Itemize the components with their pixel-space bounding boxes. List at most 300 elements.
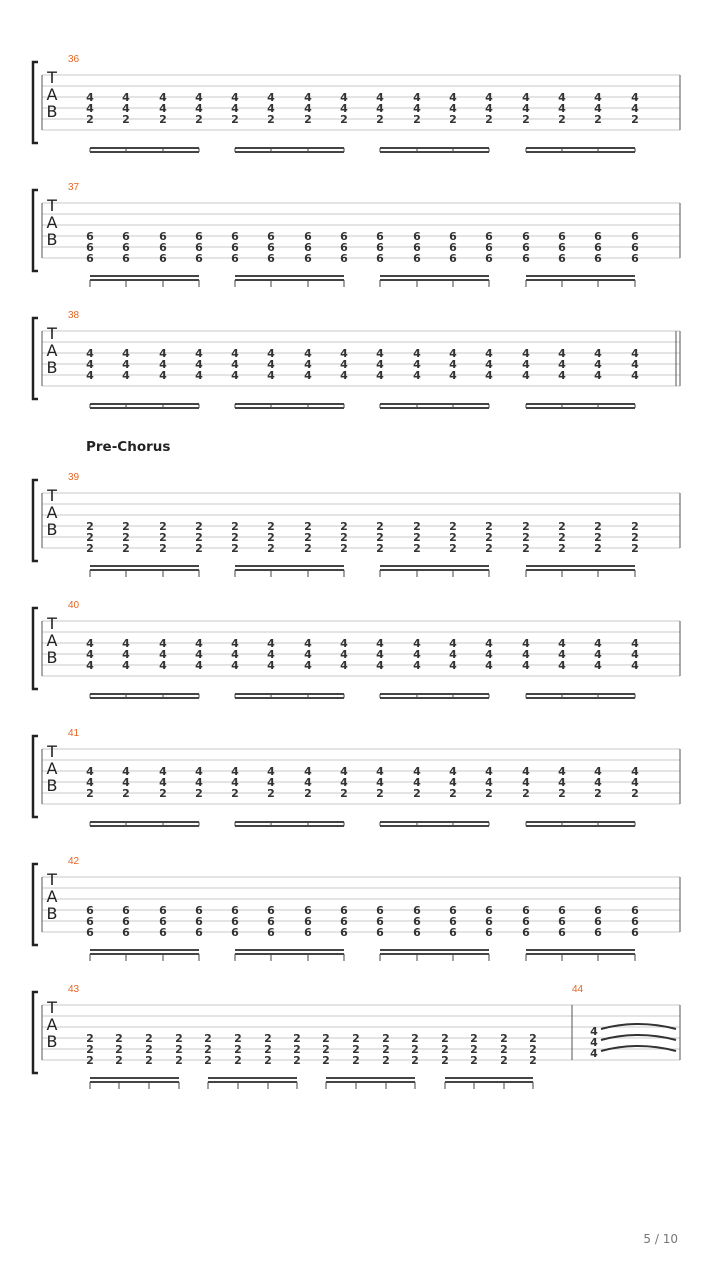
fret-number: 2 <box>376 520 384 533</box>
fret-number: 6 <box>340 926 348 939</box>
tab-clef-letter: T <box>47 870 57 889</box>
tab-clef-letter: A <box>46 759 58 778</box>
fret-number: 2 <box>376 113 384 126</box>
fret-number: 2 <box>558 520 566 533</box>
fret-number: 2 <box>267 520 275 533</box>
fret-number: 2 <box>529 1032 537 1045</box>
bar-number: 40 <box>68 600 80 611</box>
tab-clef-letter: A <box>46 1015 58 1034</box>
fret-number: 2 <box>195 531 203 544</box>
fret-number: 4 <box>86 648 94 661</box>
fret-number: 6 <box>159 230 167 243</box>
section-label: Pre-Chorus <box>86 439 171 455</box>
fret-number: 4 <box>485 91 493 104</box>
fret-number: 4 <box>631 369 639 382</box>
tab-system <box>33 984 680 1089</box>
system-bracket <box>33 190 38 271</box>
fret-number: 4 <box>122 358 130 371</box>
fret-number: 2 <box>449 542 457 555</box>
fret-number: 6 <box>304 904 312 917</box>
fret-number: 4 <box>195 776 203 789</box>
fret-number: 4 <box>86 369 94 382</box>
fret-number: 4 <box>594 637 602 650</box>
fret-number: 6 <box>304 241 312 254</box>
fret-number: 2 <box>631 531 639 544</box>
fret-number: 2 <box>231 113 239 126</box>
fret-number: 4 <box>485 347 493 360</box>
tab-clef-letter: B <box>46 648 58 667</box>
fret-number: 4 <box>231 91 239 104</box>
fret-number: 2 <box>411 1054 419 1067</box>
fret-number: 2 <box>470 1043 478 1056</box>
fret-number: 6 <box>558 252 566 265</box>
fret-number: 6 <box>558 230 566 243</box>
fret-number: 6 <box>86 904 94 917</box>
fret-number: 4 <box>590 1047 598 1060</box>
tab-clef-letter: B <box>46 904 58 923</box>
fret-number: 4 <box>413 369 421 382</box>
fret-number: 4 <box>558 347 566 360</box>
fret-number: 4 <box>340 102 348 115</box>
fret-number: 6 <box>195 241 203 254</box>
fret-number: 2 <box>195 520 203 533</box>
fret-number: 6 <box>485 904 493 917</box>
fret-number: 6 <box>522 252 530 265</box>
tab-system <box>33 54 680 152</box>
fret-number: 2 <box>122 542 130 555</box>
fret-number: 4 <box>376 648 384 661</box>
fret-number: 4 <box>413 765 421 778</box>
fret-number: 6 <box>304 252 312 265</box>
fret-number: 4 <box>522 765 530 778</box>
fret-number: 4 <box>631 358 639 371</box>
fret-number: 4 <box>522 776 530 789</box>
fret-number: 6 <box>267 230 275 243</box>
fret-number: 4 <box>304 91 312 104</box>
fret-number: 2 <box>594 542 602 555</box>
fret-number: 2 <box>449 520 457 533</box>
fret-number: 6 <box>231 230 239 243</box>
fret-number: 6 <box>122 252 130 265</box>
fret-number: 4 <box>485 776 493 789</box>
fret-number: 2 <box>86 520 94 533</box>
fret-number: 4 <box>413 659 421 672</box>
fret-number: 2 <box>267 531 275 544</box>
fret-number: 4 <box>522 369 530 382</box>
bar-number: 38 <box>68 310 80 321</box>
fret-number: 4 <box>159 776 167 789</box>
fret-number: 6 <box>485 241 493 254</box>
fret-number: 6 <box>413 230 421 243</box>
fret-number: 6 <box>231 904 239 917</box>
fret-number: 2 <box>304 113 312 126</box>
system-bracket <box>33 62 38 143</box>
fret-number: 2 <box>558 542 566 555</box>
fret-number: 2 <box>449 787 457 800</box>
fret-number: 2 <box>631 787 639 800</box>
tab-system <box>33 728 680 826</box>
fret-number: 2 <box>159 113 167 126</box>
fret-number: 4 <box>340 358 348 371</box>
fret-number: 4 <box>122 91 130 104</box>
fret-number: 6 <box>485 915 493 928</box>
fret-number: 2 <box>500 1032 508 1045</box>
fret-number: 6 <box>594 904 602 917</box>
fret-number: 2 <box>376 542 384 555</box>
fret-number: 2 <box>631 113 639 126</box>
fret-number: 2 <box>231 787 239 800</box>
fret-number: 6 <box>594 252 602 265</box>
fret-number: 2 <box>485 520 493 533</box>
tab-clef-letter: T <box>47 742 57 761</box>
fret-number: 2 <box>376 787 384 800</box>
fret-number: 6 <box>340 230 348 243</box>
fret-number: 2 <box>594 520 602 533</box>
fret-number: 2 <box>293 1043 301 1056</box>
fret-number: 2 <box>558 113 566 126</box>
tab-clef-letter: T <box>47 324 57 343</box>
fret-number: 2 <box>340 520 348 533</box>
fret-number: 2 <box>382 1032 390 1045</box>
fret-number: 2 <box>195 542 203 555</box>
fret-number: 6 <box>340 252 348 265</box>
fret-number: 6 <box>449 904 457 917</box>
fret-number: 4 <box>267 765 275 778</box>
fret-number: 6 <box>594 926 602 939</box>
fret-number: 6 <box>376 926 384 939</box>
fret-number: 4 <box>267 648 275 661</box>
fret-number: 2 <box>86 542 94 555</box>
fret-number: 4 <box>159 102 167 115</box>
fret-number: 4 <box>376 637 384 650</box>
system-bracket <box>33 736 38 817</box>
fret-number: 4 <box>522 659 530 672</box>
fret-number: 4 <box>631 659 639 672</box>
fret-number: 6 <box>522 904 530 917</box>
tab-clef-letter: A <box>46 341 58 360</box>
fret-number: 2 <box>382 1054 390 1067</box>
fret-number: 4 <box>558 776 566 789</box>
fret-number: 4 <box>522 648 530 661</box>
fret-number: 2 <box>204 1032 212 1045</box>
bar-number: 37 <box>68 182 80 193</box>
tab-clef-letter: T <box>47 196 57 215</box>
fret-number: 4 <box>449 91 457 104</box>
fret-number: 6 <box>558 241 566 254</box>
fret-number: 4 <box>594 776 602 789</box>
fret-number: 2 <box>234 1054 242 1067</box>
fret-number: 6 <box>376 241 384 254</box>
fret-number: 2 <box>413 520 421 533</box>
fret-number: 4 <box>594 648 602 661</box>
fret-number: 6 <box>159 904 167 917</box>
fret-number: 4 <box>594 91 602 104</box>
fret-number: 4 <box>522 358 530 371</box>
fret-number: 2 <box>122 531 130 544</box>
fret-number: 6 <box>631 926 639 939</box>
fret-number: 2 <box>522 113 530 126</box>
fret-number: 2 <box>122 520 130 533</box>
fret-number: 6 <box>449 241 457 254</box>
fret-number: 2 <box>304 542 312 555</box>
fret-number: 4 <box>159 637 167 650</box>
fret-number: 6 <box>231 252 239 265</box>
fret-number: 4 <box>122 637 130 650</box>
fret-number: 2 <box>441 1032 449 1045</box>
fret-number: 4 <box>376 765 384 778</box>
fret-number: 2 <box>522 531 530 544</box>
fret-number: 2 <box>322 1054 330 1067</box>
fret-number: 4 <box>413 776 421 789</box>
fret-number: 4 <box>122 369 130 382</box>
fret-number: 2 <box>352 1054 360 1067</box>
fret-number: 2 <box>267 113 275 126</box>
fret-number: 2 <box>115 1043 123 1056</box>
fret-number: 2 <box>175 1043 183 1056</box>
tab-clef-letter: T <box>47 998 57 1017</box>
fret-number: 2 <box>204 1054 212 1067</box>
fret-number: 4 <box>449 648 457 661</box>
fret-number: 4 <box>376 102 384 115</box>
fret-number: 6 <box>195 926 203 939</box>
fret-number: 2 <box>86 1043 94 1056</box>
fret-number: 2 <box>340 787 348 800</box>
tab-system <box>33 310 680 408</box>
fret-number: 4 <box>231 358 239 371</box>
fret-number: 2 <box>352 1043 360 1056</box>
bar-number: 36 <box>68 54 80 65</box>
fret-number: 6 <box>195 904 203 917</box>
fret-number: 4 <box>449 765 457 778</box>
fret-number: 6 <box>86 241 94 254</box>
fret-number: 4 <box>159 347 167 360</box>
fret-number: 4 <box>86 659 94 672</box>
system-bracket <box>33 318 38 399</box>
fret-number: 4 <box>304 102 312 115</box>
fret-number: 4 <box>590 1025 598 1038</box>
fret-number: 2 <box>594 787 602 800</box>
fret-number: 6 <box>231 915 239 928</box>
fret-number: 6 <box>159 241 167 254</box>
fret-number: 6 <box>267 915 275 928</box>
fret-number: 2 <box>159 542 167 555</box>
fret-number: 2 <box>449 531 457 544</box>
fret-number: 4 <box>485 765 493 778</box>
tab-clef-letter: T <box>47 614 57 633</box>
fret-number: 6 <box>86 926 94 939</box>
fret-number: 2 <box>115 1054 123 1067</box>
fret-number: 4 <box>558 358 566 371</box>
fret-number: 6 <box>159 252 167 265</box>
fret-number: 4 <box>231 776 239 789</box>
fret-number: 4 <box>267 347 275 360</box>
system-bracket <box>33 608 38 689</box>
fret-number: 4 <box>86 91 94 104</box>
fret-number: 4 <box>485 659 493 672</box>
fret-number: 2 <box>376 531 384 544</box>
fret-number: 2 <box>529 1054 537 1067</box>
fret-number: 6 <box>594 915 602 928</box>
fret-number: 2 <box>264 1054 272 1067</box>
fret-number: 6 <box>449 252 457 265</box>
fret-number: 6 <box>558 904 566 917</box>
fret-number: 6 <box>522 915 530 928</box>
fret-number: 6 <box>159 915 167 928</box>
fret-number: 4 <box>413 102 421 115</box>
fret-number: 2 <box>382 1043 390 1056</box>
fret-number: 6 <box>631 904 639 917</box>
fret-number: 4 <box>340 369 348 382</box>
fret-number: 4 <box>558 102 566 115</box>
fret-number: 4 <box>449 102 457 115</box>
fret-number: 4 <box>159 765 167 778</box>
fret-number: 4 <box>631 91 639 104</box>
tab-system <box>33 182 680 287</box>
tab-clef-letter: B <box>46 520 58 539</box>
fret-number: 4 <box>195 369 203 382</box>
fret-number: 6 <box>413 915 421 928</box>
fret-number: 4 <box>86 347 94 360</box>
fret-number: 6 <box>413 241 421 254</box>
fret-number: 4 <box>122 659 130 672</box>
fret-number: 6 <box>86 915 94 928</box>
fret-number: 4 <box>159 369 167 382</box>
fret-number: 6 <box>413 904 421 917</box>
fret-number: 2 <box>449 113 457 126</box>
fret-number: 4 <box>122 765 130 778</box>
fret-number: 4 <box>340 347 348 360</box>
fret-number: 2 <box>159 531 167 544</box>
fret-number: 4 <box>631 102 639 115</box>
fret-number: 4 <box>594 659 602 672</box>
fret-number: 4 <box>231 648 239 661</box>
fret-number: 4 <box>231 637 239 650</box>
fret-number: 2 <box>234 1032 242 1045</box>
fret-number: 2 <box>231 531 239 544</box>
fret-number: 2 <box>86 531 94 544</box>
fret-number: 2 <box>195 113 203 126</box>
fret-number: 6 <box>340 904 348 917</box>
fret-number: 2 <box>86 1032 94 1045</box>
fret-number: 4 <box>304 637 312 650</box>
fret-number: 4 <box>485 358 493 371</box>
fret-number: 4 <box>449 369 457 382</box>
bar-number: 41 <box>68 728 80 739</box>
fret-number: 2 <box>267 542 275 555</box>
fret-number: 2 <box>340 113 348 126</box>
fret-number: 2 <box>264 1043 272 1056</box>
fret-number: 4 <box>267 776 275 789</box>
fret-number: 4 <box>231 102 239 115</box>
fret-number: 4 <box>485 102 493 115</box>
fret-number: 2 <box>470 1032 478 1045</box>
fret-number: 4 <box>522 347 530 360</box>
fret-number: 2 <box>195 787 203 800</box>
fret-number: 2 <box>304 787 312 800</box>
fret-number: 2 <box>485 113 493 126</box>
fret-number: 4 <box>86 776 94 789</box>
fret-number: 6 <box>122 926 130 939</box>
fret-number: 2 <box>322 1043 330 1056</box>
fret-number: 4 <box>376 347 384 360</box>
fret-number: 4 <box>86 102 94 115</box>
fret-number: 4 <box>413 347 421 360</box>
fret-number: 2 <box>558 787 566 800</box>
fret-number: 2 <box>413 113 421 126</box>
fret-number: 6 <box>195 915 203 928</box>
fret-number: 4 <box>195 637 203 650</box>
fret-number: 2 <box>413 787 421 800</box>
fret-number: 4 <box>340 776 348 789</box>
fret-number: 2 <box>470 1054 478 1067</box>
fret-number: 2 <box>441 1054 449 1067</box>
fret-number: 6 <box>267 241 275 254</box>
fret-number: 2 <box>159 787 167 800</box>
fret-number: 6 <box>376 230 384 243</box>
fret-number: 4 <box>195 347 203 360</box>
fret-number: 4 <box>304 659 312 672</box>
fret-number: 4 <box>485 637 493 650</box>
fret-number: 2 <box>485 531 493 544</box>
fret-number: 6 <box>267 904 275 917</box>
fret-number: 4 <box>594 369 602 382</box>
fret-number: 6 <box>594 241 602 254</box>
fret-number: 4 <box>594 347 602 360</box>
fret-number: 2 <box>264 1032 272 1045</box>
fret-number: 6 <box>340 241 348 254</box>
fret-number: 6 <box>558 926 566 939</box>
fret-number: 4 <box>122 648 130 661</box>
fret-number: 2 <box>86 1054 94 1067</box>
fret-number: 4 <box>159 358 167 371</box>
fret-number: 4 <box>122 102 130 115</box>
fret-number: 6 <box>304 915 312 928</box>
fret-number: 4 <box>304 765 312 778</box>
fret-number: 2 <box>145 1032 153 1045</box>
fret-number: 2 <box>159 520 167 533</box>
fret-number: 6 <box>304 926 312 939</box>
fret-number: 4 <box>485 369 493 382</box>
tab-clef-letter: A <box>46 85 58 104</box>
fret-number: 2 <box>522 787 530 800</box>
fret-number: 4 <box>340 637 348 650</box>
fret-number: 4 <box>195 765 203 778</box>
fret-number: 4 <box>594 358 602 371</box>
fret-number: 2 <box>175 1054 183 1067</box>
fret-number: 4 <box>267 659 275 672</box>
fret-number: 2 <box>411 1043 419 1056</box>
fret-number: 6 <box>376 904 384 917</box>
fret-number: 4 <box>340 659 348 672</box>
fret-number: 2 <box>522 542 530 555</box>
fret-number: 6 <box>267 252 275 265</box>
fret-number: 6 <box>304 230 312 243</box>
fret-number: 2 <box>204 1043 212 1056</box>
fret-number: 6 <box>122 241 130 254</box>
fret-number: 6 <box>631 241 639 254</box>
fret-number: 2 <box>594 113 602 126</box>
fret-number: 2 <box>293 1032 301 1045</box>
fret-number: 4 <box>267 637 275 650</box>
fret-number: 2 <box>441 1043 449 1056</box>
fret-number: 6 <box>376 252 384 265</box>
fret-number: 2 <box>485 542 493 555</box>
fret-number: 2 <box>231 542 239 555</box>
fret-number: 2 <box>145 1054 153 1067</box>
fret-number: 4 <box>522 637 530 650</box>
fret-number: 6 <box>340 915 348 928</box>
fret-number: 6 <box>86 230 94 243</box>
